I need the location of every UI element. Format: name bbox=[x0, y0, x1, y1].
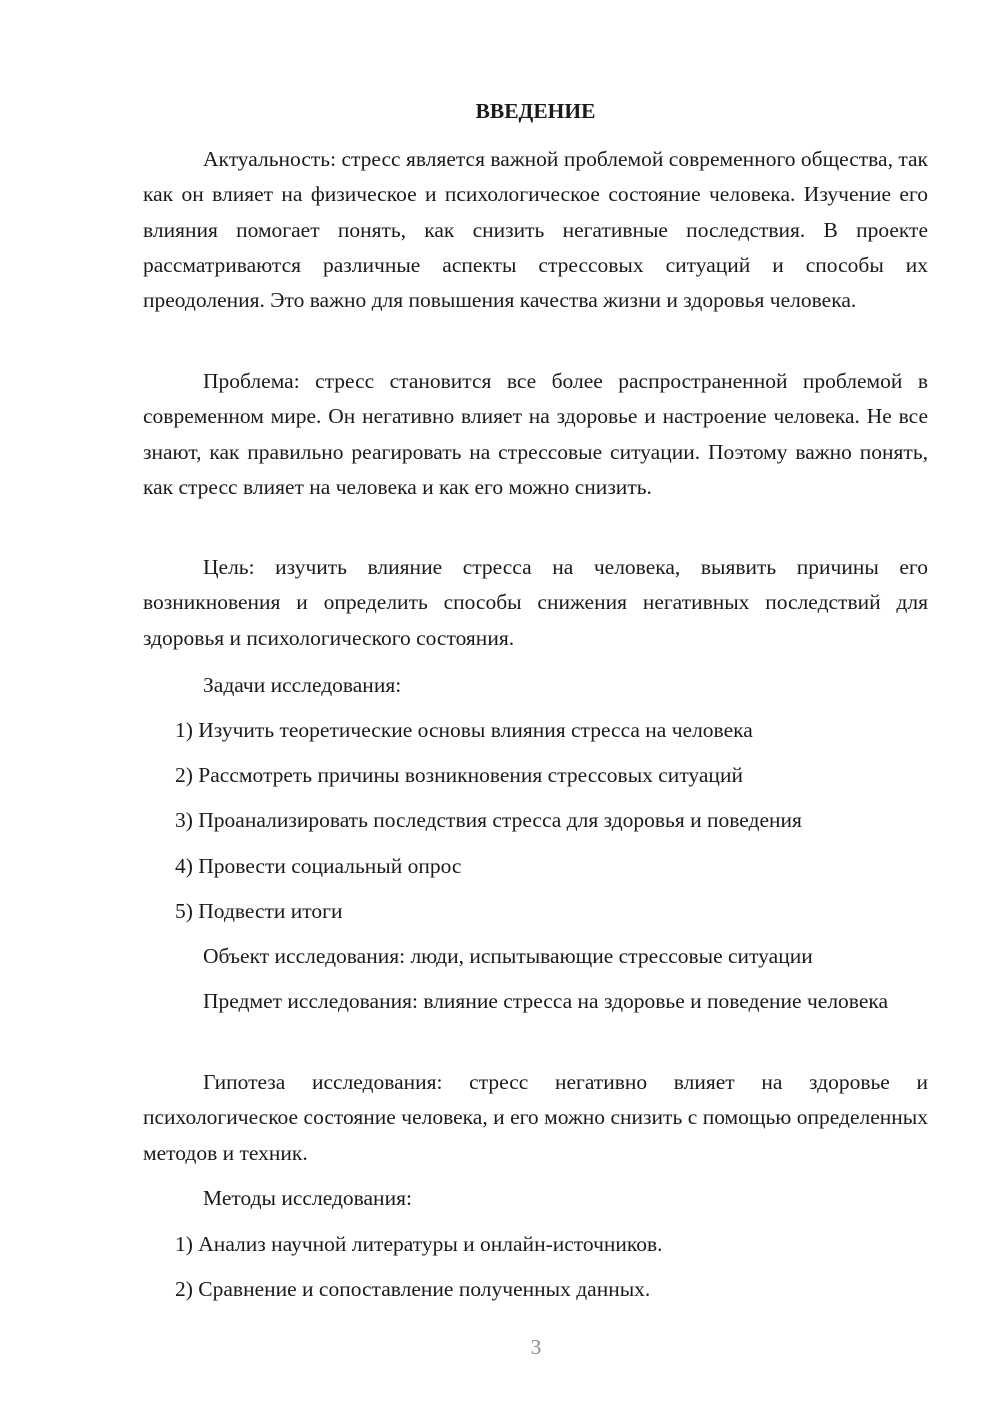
task-item: 1) Изучить теоретические основы влияния стресса на человека bbox=[175, 718, 753, 742]
task-item: 4) Провести социальный опрос bbox=[175, 854, 462, 878]
research-subject: Предмет исследования: влияние стресса на здоровье и поведение человека bbox=[203, 989, 889, 1013]
task-item: 5) Подвести итоги bbox=[175, 899, 343, 923]
page-title: ВВЕДЕНИЕ bbox=[475, 99, 596, 123]
research-hypothesis: Гипотеза исследования: стресс негативно влияет на здоровье и психологическое состояние человека, и его можно снизить с помощью определенных методов и техник. bbox=[143, 1070, 928, 1165]
goal-paragraph: Цель: изучить влияние стресса на человека, выявить причины его возникновения и определить способы снижения негативных последствий для здоровья и психологического состояния. bbox=[143, 555, 928, 650]
method-item: 2) Сравнение и сопоставление полученных данных. bbox=[175, 1277, 651, 1301]
method-item: 1) Анализ научной литературы и онлайн-источников. bbox=[175, 1232, 663, 1256]
tasks-heading: Задачи исследования: bbox=[203, 673, 402, 697]
page-number: 3 bbox=[530, 1335, 542, 1359]
methods-heading: Методы исследования: bbox=[203, 1186, 412, 1210]
task-item: 3) Проанализировать последствия стресса для здоровья и поведения bbox=[175, 808, 802, 832]
research-object: Объект исследования: люди, испытывающие стрессовые ситуации bbox=[203, 944, 813, 968]
task-item: 2) Рассмотреть причины возникновения стрессовых ситуаций bbox=[175, 763, 743, 787]
relevance-paragraph: Актуальность: стресс является важной проблемой современного общества, так как он влияет на физическое и психологическое состояние человека. Изучение его влияния помогает понять, как снизить негативные последствия. В проекте рассматриваются различные аспекты стрессовых ситуаций и способы их преодоления. Это важно для повышения качества жизни и здоровья человека. bbox=[143, 147, 928, 313]
problem-paragraph: Проблема: стресс становится все более распространенной проблемой в современном мире. Он негативно влияет на здоровье и настроение человека. Не все знают, как правильно реагировать на стрессовые ситуации. Поэтому важно понять, как стресс влияет на человека и как его можно снизить. bbox=[143, 369, 928, 499]
